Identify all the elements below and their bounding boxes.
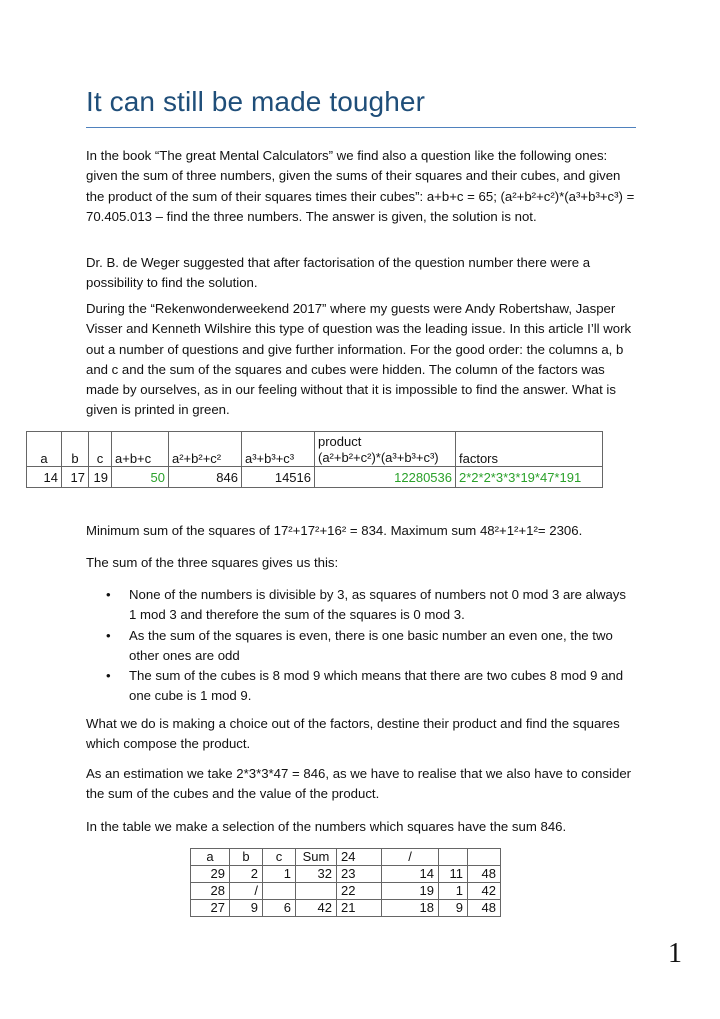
paragraph-selection: In the table we make a selection of the numbers which squares have the sum 846.	[86, 819, 567, 834]
table-cell: 1	[263, 866, 296, 883]
cell-b: 17	[62, 467, 89, 488]
table-cell: 23	[337, 866, 366, 883]
table-cell: c	[263, 849, 296, 866]
table-cell: Sum	[296, 849, 337, 866]
paragraph-estimation: As an estimation we take 2*3*3*47 = 846, as we have to realise that we also have to consider the sum of the cubes and the value of the product.	[86, 766, 632, 802]
table-cell: 14	[382, 866, 439, 883]
table-cell: 11	[439, 866, 468, 883]
header-squares: a²+b²+c²	[169, 432, 242, 467]
table-row	[191, 900, 501, 917]
header-cubes: a³+b³+c³	[242, 432, 315, 467]
cell-squares: 846	[169, 467, 242, 488]
cell-a: 14	[27, 467, 62, 488]
table-cell: 42	[296, 900, 337, 917]
table-cell: 42	[468, 883, 501, 900]
table-cell	[263, 883, 296, 900]
paragraph-sum-squares: The sum of the three squares gives us this:	[86, 555, 339, 570]
table-cell: 28	[191, 883, 230, 900]
header-a: a	[27, 432, 62, 467]
table-cell: 27	[191, 900, 230, 917]
table-cell: 48	[468, 900, 501, 917]
table-cell	[365, 883, 382, 900]
paragraph-rekenwonderweekend: During the “Rekenwonderweekend 2017” where my guests were Andy Robertshaw, Jasper Visser and Kenneth Wilshire this type of question was the leading issue. In this article I’ll work out a number of questions and give further information. For the good order: the columns a, b and c and the sum of the squares and cubes were hidden. The column of the factors was made by ourselves, as in our feeling without that it is impossible to find the answer. What is given is printed in green.	[86, 301, 632, 418]
table-row	[191, 866, 501, 883]
paragraph-intro: In the book “The great Mental Calculators” we find also a question like the following ones: given the sum of three numbers, given the sums of their squares and their cubes, and given the product of the sum of their squares times their cubes”: a+b+c = 65; (a²+b²+c²)*(a³+b³+c³) = 70.405.013 – find the three numbers. The answer is given, the solution is not.	[86, 148, 635, 224]
table-row	[191, 883, 501, 900]
page-title: It can still be made tougher	[86, 86, 425, 117]
page-number: 1	[668, 938, 682, 969]
cell-sum: 50	[112, 467, 169, 488]
bullet-list	[86, 585, 636, 707]
table-cell: 48	[468, 866, 501, 883]
header-product-line1: product	[318, 434, 362, 449]
table-cell: 18	[382, 900, 439, 917]
list-item: • The sum of the cubes is 8 mod 9 which means that there are two cubes 8 mod 9 and one cube is 1 mod 9.	[86, 666, 636, 707]
list-item: • As the sum of the squares is even, there is one basic number an even one, the two other ones are odd	[86, 626, 636, 667]
title-underline	[86, 127, 636, 128]
table-cell	[365, 849, 382, 866]
table-cell: 9	[230, 900, 263, 917]
table-cell: 6	[263, 900, 296, 917]
table-cell	[468, 849, 501, 866]
cell-c: 19	[89, 467, 112, 488]
table-cell	[365, 900, 382, 917]
header-b: b	[62, 432, 89, 467]
cell-factors: 2*2*2*3*3*19*47*191	[456, 467, 603, 488]
paragraph-choice: What we do is making a choice out of the factors, destine their product and find the squares which compose the product.	[86, 716, 620, 752]
header-sum: a+b+c	[112, 432, 169, 467]
cell-cubes: 14516	[242, 467, 315, 488]
header-product-line2: (a²+b²+c²)*(a³+b³+c³)	[318, 450, 439, 465]
table-row	[191, 849, 501, 866]
cell-product: 12280536	[315, 467, 456, 488]
table-cell: 21	[337, 900, 366, 917]
table-cell: 24	[337, 849, 366, 866]
list-item: • None of the numbers is divisible by 3, as squares of numbers not 0 mod 3 are always 1 mod 3 and therefore the sum of the squares is 0 mod 3.	[86, 585, 636, 626]
table-cell: 9	[439, 900, 468, 917]
table-cell: b	[230, 849, 263, 866]
table-cell: a	[191, 849, 230, 866]
table-cell	[439, 849, 468, 866]
table-cell: 1	[439, 883, 468, 900]
header-factors: factors	[456, 432, 603, 467]
header-product	[315, 432, 456, 467]
data-table-selection	[190, 848, 501, 917]
header-c: c	[89, 432, 112, 467]
table-cell	[296, 883, 337, 900]
paragraph-min-max: Minimum sum of the squares of 17²+17²+16² = 834. Maximum sum 48²+1²+1²= 2306.	[86, 523, 583, 538]
table-cell: 22	[337, 883, 366, 900]
table-cell: /	[382, 849, 439, 866]
paragraph-de-weger: Dr. B. de Weger suggested that after factorisation of the question number there were a possibility to find the solution.	[86, 255, 591, 291]
table-cell: 32	[296, 866, 337, 883]
data-table-main	[26, 431, 603, 488]
table-cell: 19	[382, 883, 439, 900]
table-cell: /	[230, 883, 263, 900]
table-cell: 29	[191, 866, 230, 883]
table-cell	[365, 866, 382, 883]
table-cell: 2	[230, 866, 263, 883]
